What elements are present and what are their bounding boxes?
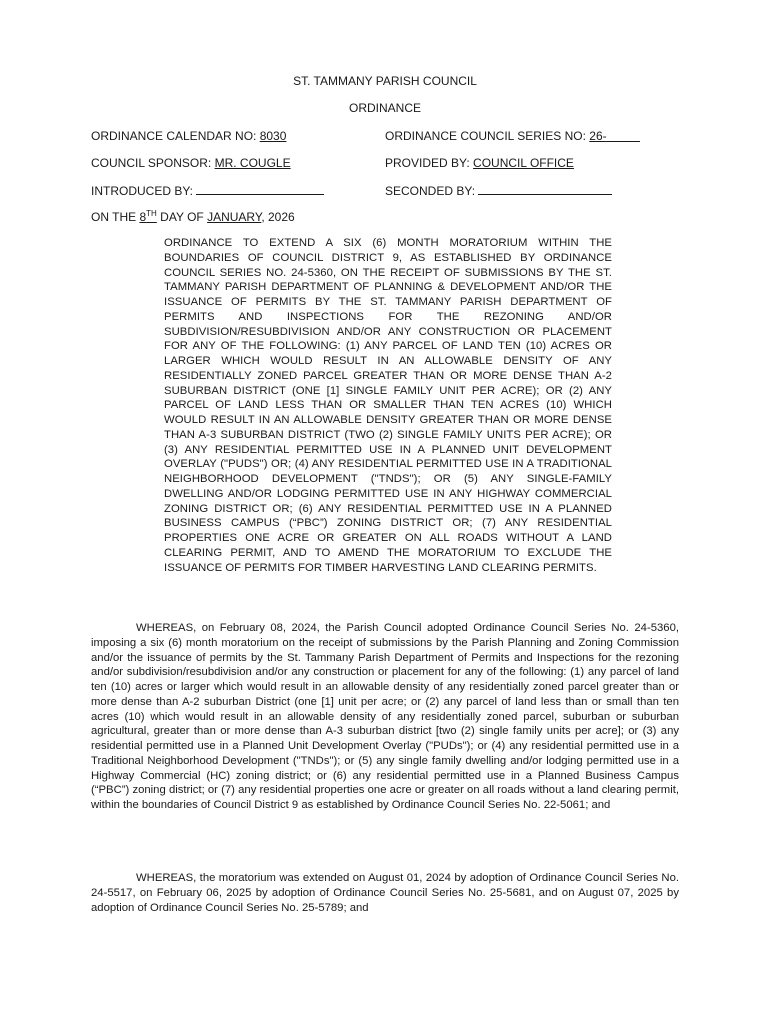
date-prefix: ON THE	[91, 210, 137, 224]
provided-field	[385, 156, 574, 170]
ordinance-caption: ORDINANCE TO EXTEND A SIX (6) MONTH MORATORIUM WITHIN THE BOUNDARIES OF COUNCIL DISTRICT 9, AS ESTABLISHED BY ORDINANCE COUNCIL SERIES NO. 24-5360, ON THE RECEIPT OF SUBMISSIONS BY THE ST. TAMMANY PARISH DEPARTMENT OF PLANNING & DEVELOPMENT AND/OR THE ISSUANCE OF PERMITS BY THE ST. TAMMANY PARISH DEPARTMENT OF PERMITS AND INSPECTIONS FOR THE REZONING AND/OR SUBDIVISION/RESUBDIVISION AND/OR ANY CONSTRUCTION OR PLACEMENT FOR ANY OF THE FOLLOWING: (1) ANY PARCEL OF LAND TEN (10) ACRES OR LARGER WHICH WOULD RESULT IN AN ALLOWABLE DENSITY OF ANY RESIDENTIALLY ZONED PARCEL GREATER THAN OR MORE DENSE THAN A-2 SUBURBAN DISTRICT (ONE [1] SINGLE FAMILY UNIT PER ACRE); OR (2) ANY PARCEL OF LAND LESS THAN OR SMALLER THAN TEN ACRES (10) WHICH WOULD RESULT IN AN ALLOWABLE DENSITY GREATER THAN OR MORE DENSE THAN A-3 SUBURBAN DISTRICT (TWO (2) SINGLE FAMILY UNITS PER ACRE); OR (3) ANY RESIDENTIAL PERMITTED USE IN A PLANNED UNIT DEVELOPMENT OVERLAY ("PUDS") OR; (4) ANY RESIDENTIAL PERMITTED USE IN A TRADITIONAL NEIGHBORHOOD DEVELOPMENT ("TNDS"); OR (5) ANY SINGLE-FAMILY DWELLING AND/OR LODGING PERMITTED USE IN ANY HIGHWAY COMMERCIAL ZONING DISTRICT OR; (6) ANY RESIDENTIAL PERMITTED USE IN A PLANNED BUSINESS CAMPUS (“PBC”) ZONING DISTRICT OR; (7) ANY RESIDENTIAL PROPERTIES ONE ACRE OR GREATER ON ALL ROADS WITHOUT A LAND CLEARING PERMIT, AND TO AMEND THE MORATORIUM TO EXCLUDE THE ISSUANCE OF PERMITS FOR TIMBER HARVESTING LAND CLEARING PERMITS.	[164, 237, 612, 574]
introduced-blank-line	[196, 183, 324, 195]
series-number: 26-	[589, 129, 607, 143]
sponsor-provided-row	[91, 156, 691, 170]
calendar-series-row	[91, 129, 691, 143]
date-middle: DAY OF	[160, 210, 204, 224]
calendar-number: 8030	[259, 129, 287, 143]
calendar-label: ORDINANCE CALENDAR NO:	[91, 129, 257, 143]
series-field	[385, 129, 640, 143]
date-day: 8TH	[139, 209, 157, 224]
date-year: , 2026	[261, 210, 295, 224]
sponsor-label: COUNCIL SPONSOR:	[91, 156, 212, 170]
introduced-seconded-row	[91, 183, 691, 198]
date-line	[91, 210, 691, 224]
introduced-label: INTRODUCED BY:	[91, 184, 194, 198]
seconded-blank-line	[478, 183, 612, 195]
provided-value: COUNCIL OFFICE	[473, 156, 574, 170]
document-type-title: ORDINANCE	[348, 101, 421, 115]
date-month: JANUARY	[207, 210, 262, 224]
series-label: ORDINANCE COUNCIL SERIES NO:	[385, 129, 586, 143]
whereas-paragraph-1: WHEREAS, on February 08, 2024, the Parish Council adopted Ordinance Council Series No. 24-5360, imposing a six (6) month moratorium on the receipt of submissions by the Parish Planning and Zoning Commission and/or the issuance of permits by the St. Tammany Parish Department of Permits and Inspections for the rezoning and/or subdivision/resubdivision and/or any construction or placement for any of the following: (1) any parcel of land ten (10) acres or larger which would result in an allowable density of any residentially zoned parcel greater than or more dense than A-2 suburban District (one [1] unit per acre; or (2) any parcel of land less than or small than ten acres (10) which would result in an allowable density of any residentially zoned parcel, suburban or suburban agricultural, greater than or more dense than A-3 suburban district [two (2) single family units per acre]; or (3) any residential permitted use in a Planned Unit Development Overlay ("PUDs"); or (4) any residential permitted use in a Traditional Neighborhood Development ("TNDs"); or (5) any single family dwelling and/or lodging permitted use in a Highway Commercial (HC) zoning district; or (6) any residential permitted use in a Planned Business Campus (“PBC”) zoning district; or (7) any residential properties one acre or greater on all roads without a land clearing permit, within the boundaries of Council District 9 as established by Ordinance Council Series No. 22-5061; and	[91, 622, 679, 811]
seconded-label: SECONDED BY:	[385, 184, 476, 198]
provided-label: PROVIDED BY:	[385, 156, 470, 170]
seconded-field	[385, 183, 612, 198]
sponsor-name: MR. COUGLE	[214, 156, 291, 170]
whereas-paragraph-2: WHEREAS, the moratorium was extended on August 01, 2024 by adoption of Ordinance Council Series No. 24-5517, on February 06, 2025 by adoption of Ordinance Council Series No. 25-5681, and on August 07, 2025 by adoption of Ordinance Council Series No. 25-5789; and	[91, 872, 679, 914]
council-title: ST. TAMMANY PARISH COUNCIL	[293, 74, 477, 88]
